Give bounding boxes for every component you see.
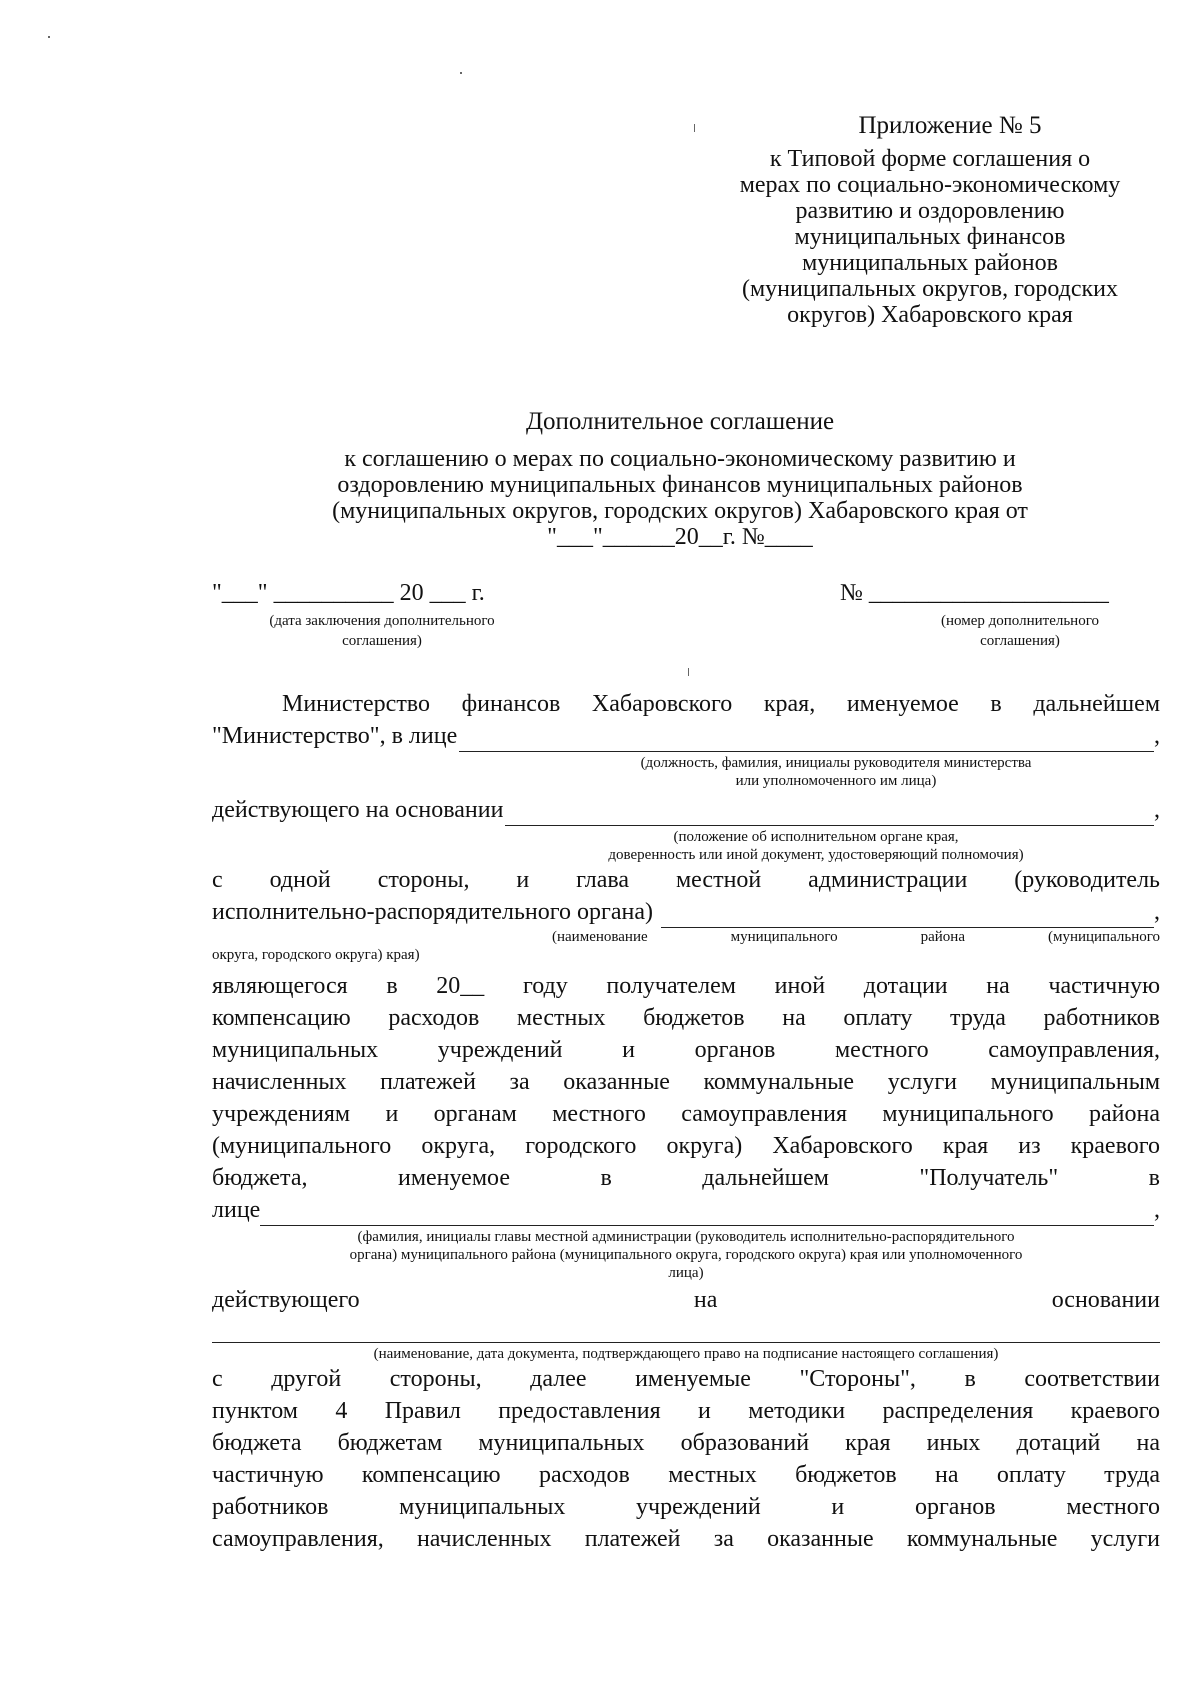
body-text: исполнительно-распорядительного органа)	[212, 899, 653, 925]
caption-line: (положение об исполнительном органе края,	[673, 829, 959, 845]
caption	[212, 754, 1160, 790]
body-line: частичную компенсацию расходов местных бюджетов на оплату труда	[212, 1462, 1160, 1488]
blank-line	[505, 803, 1154, 826]
body-line: (муниципального округа, городского округа) Хабаровского края из краевого	[212, 1133, 1160, 1159]
scan-speck	[460, 72, 462, 74]
paragraph-recipient	[212, 970, 1160, 1363]
scan-speck	[48, 36, 50, 38]
appendix-header	[700, 112, 1160, 328]
agreement-number-field: № ____________________	[840, 580, 1109, 606]
blank-line	[661, 905, 1154, 928]
scan-speck	[694, 124, 695, 132]
body-line: бюджета, именуемое в дальнейшем "Получатель" в	[212, 1165, 1160, 1191]
body-line: начисленных платежей за оказанные коммунальные услуги муниципальным	[212, 1069, 1160, 1095]
body-line: Министерство финансов Хабаровского края, именуемое в дальнейшем	[282, 691, 1160, 717]
caption-line: (должность, фамилия, инициалы руководителя министерства	[640, 755, 1032, 771]
agreement-number-block	[840, 580, 1160, 651]
acting-label: действующего на основании	[212, 797, 504, 823]
caption: (наименование муниципального района (муниципального	[552, 929, 1160, 945]
caption-line: (фамилия, инициалы главы местной администрации (руководитель исполнительно-распорядительного	[357, 1229, 1015, 1245]
caption-line: или уполномоченного им лица)	[735, 773, 937, 789]
appendix-line: мерах по социально-экономическому	[739, 172, 1121, 198]
date-caption	[212, 611, 552, 651]
body-line: бюджета бюджетам муниципальных образований края иных дотаций на	[212, 1430, 1160, 1456]
paragraph-ministry	[212, 688, 1160, 1555]
blank-line	[260, 1203, 1154, 1226]
blank-line	[212, 1316, 1160, 1343]
body-line: являющегося в 20__ году получателем иной дотации на частичную	[212, 973, 1160, 999]
body-line: исполнительно-распорядительного органа) ,	[212, 896, 1160, 928]
blank-line	[459, 729, 1154, 752]
appendix-line: муниципальных районов	[802, 250, 1058, 276]
body-line: учреждениям и органам местного самоуправления муниципального района	[212, 1101, 1160, 1127]
appendix-line: развитию и оздоровлению	[795, 198, 1065, 224]
body-line: "Министерство", в лице ,	[212, 720, 1160, 752]
body-line: работников муниципальных учреждений и органов местного	[212, 1494, 1160, 1520]
number-caption	[840, 611, 1160, 651]
ministry-label: "Министерство", в лице	[212, 723, 458, 749]
body-text: лице	[212, 1197, 261, 1223]
agreement-date-field: "___" __________ 20 ___ г.	[212, 580, 485, 606]
caption-line: органа) муниципального района (муниципального округа, городского округа) края или уполномоченного	[349, 1247, 1023, 1263]
title-heading: Дополнительное соглашение	[525, 408, 835, 435]
body-line: компенсацию расходов местных бюджетов на оплату труда работников	[212, 1005, 1160, 1031]
appendix-number: Приложение № 5	[858, 112, 1042, 139]
paragraph-parties	[212, 1363, 1160, 1555]
body-line: действующего на основании ,	[212, 794, 1160, 826]
caption	[212, 828, 1160, 864]
body-line: пунктом 4 Правил предоставления и методики распределения краевого	[212, 1398, 1160, 1424]
body-line: с другой стороны, далее именуемые "Стороны", в соответствии	[212, 1366, 1160, 1392]
document-title	[200, 408, 1160, 550]
body-line: самоуправления, начисленных платежей за оказанные коммунальные услуги	[212, 1526, 1160, 1552]
title-line: (муниципальных округов, городских округов) Хабаровского края от	[332, 498, 1028, 524]
appendix-line: к Типовой форме соглашения о	[769, 146, 1091, 172]
appendix-line: округов) Хабаровского края	[787, 302, 1073, 328]
caption	[212, 1228, 1160, 1282]
body-line: муниципальных учреждений и органов местного самоуправления,	[212, 1037, 1160, 1063]
body-line: действующего на основании	[212, 1287, 1160, 1313]
caption-line: доверенность или иной документ, удостоверяющий полномочия)	[608, 847, 1024, 863]
caption-line: (дата заключения дополнительного	[269, 613, 495, 629]
appendix-line: муниципальных финансов	[794, 224, 1066, 250]
body-line: с одной стороны, и глава местной администрации (руководитель	[212, 867, 1160, 893]
caption: округа, городского округа) края)	[212, 947, 420, 963]
caption-line: лица)	[668, 1265, 704, 1281]
caption: (наименование, дата документа, подтверждающего право на подписание настоящего соглашения)	[373, 1346, 999, 1362]
title-line: к соглашению о мерах по социально-экономическому развитию и	[344, 446, 1016, 472]
scan-speck	[688, 668, 689, 676]
title-line: "___"______20__г. №____	[547, 524, 813, 550]
body-line: лице ,	[212, 1194, 1160, 1226]
agreement-date-block	[212, 580, 552, 651]
caption-line: (номер дополнительного	[941, 613, 1099, 629]
caption-line: соглашения)	[980, 633, 1060, 649]
appendix-line: (муниципальных округов, городских	[742, 276, 1118, 302]
title-line: оздоровлению муниципальных финансов муниципальных районов	[337, 472, 1023, 498]
caption-line: соглашения)	[342, 633, 422, 649]
